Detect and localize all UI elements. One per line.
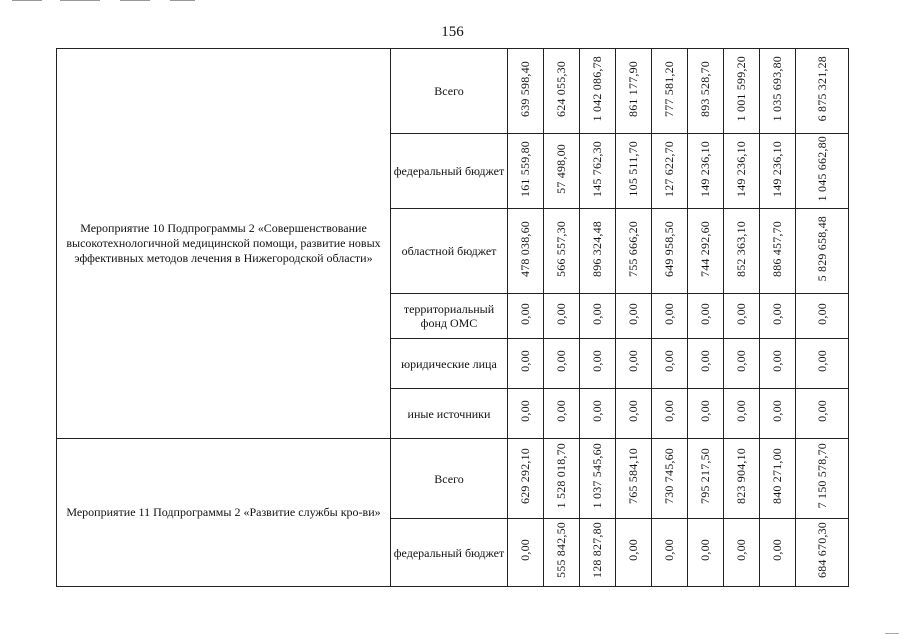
funding-source: федеральный бюджет <box>391 134 508 209</box>
value-text: 0,00 <box>698 350 712 372</box>
value-text: 0,00 <box>518 350 532 372</box>
value-cell <box>616 134 652 209</box>
value-text: 0,00 <box>662 302 676 325</box>
value-text: 6 875 321,28 <box>814 55 829 122</box>
value-text: 896 324,48 <box>590 220 604 277</box>
value-cell <box>580 439 616 519</box>
value-text: 161 559,80 <box>518 140 532 197</box>
value-cell <box>760 389 796 439</box>
value-cell <box>580 209 616 294</box>
value-text: 1 001 599,20 <box>734 55 748 122</box>
funding-source: территориальный фонд ОМС <box>391 294 508 339</box>
value-cell <box>544 294 580 339</box>
scan-artifact <box>170 0 195 1</box>
value-cell <box>508 49 544 134</box>
value-cell <box>616 519 652 587</box>
measure-title: Мероприятие 10 Подпрограммы 2 «Совершенствование высокотехнологичной медицинской помощи, развитие новых эффективных методов лечения в Нижегородской области» <box>57 49 391 439</box>
value-text: 7 150 578,70 <box>814 443 829 509</box>
value-text: 128 827,80 <box>590 522 604 578</box>
value-cell <box>544 134 580 209</box>
value-text: 649 958,50 <box>662 220 676 277</box>
value-cell <box>616 49 652 134</box>
value-cell <box>652 519 688 587</box>
value-cell <box>760 439 796 519</box>
value-cell <box>724 519 760 587</box>
value-text: 795 217,50 <box>698 448 712 504</box>
value-cell <box>688 519 724 587</box>
value-text: 840 271,00 <box>770 448 784 504</box>
value-cell <box>616 294 652 339</box>
value-cell <box>796 439 849 519</box>
value-cell <box>580 294 616 339</box>
value-text: 1 045 662,80 <box>814 135 829 202</box>
value-cell <box>688 209 724 294</box>
budget-table <box>56 48 849 587</box>
value-text: 744 292,60 <box>698 220 712 277</box>
value-text: 0,00 <box>590 302 604 325</box>
value-cell <box>616 209 652 294</box>
value-cell <box>724 294 760 339</box>
value-cell <box>688 294 724 339</box>
value-cell <box>688 439 724 519</box>
value-cell <box>508 209 544 294</box>
value-cell <box>796 339 849 389</box>
value-cell <box>724 389 760 439</box>
value-cell <box>760 339 796 389</box>
value-text: 0,00 <box>770 400 784 422</box>
value-text: 0,00 <box>518 400 532 422</box>
funding-source: федеральный бюджет <box>391 519 508 587</box>
value-cell <box>724 49 760 134</box>
funding-source: Всего <box>391 49 508 134</box>
value-cell <box>652 389 688 439</box>
value-text: 57 498,00 <box>554 143 568 194</box>
value-text: 1 528 018,70 <box>554 443 568 509</box>
value-text: 145 762,30 <box>590 140 604 197</box>
value-cell <box>724 439 760 519</box>
value-text: 861 177,90 <box>626 60 640 117</box>
value-cell <box>544 49 580 134</box>
funding-source: иные источники <box>391 389 508 439</box>
value-text: 0,00 <box>814 400 829 422</box>
value-cell <box>724 134 760 209</box>
value-cell <box>544 209 580 294</box>
value-cell <box>544 519 580 587</box>
value-cell <box>760 49 796 134</box>
value-cell <box>508 439 544 519</box>
value-text: 0,00 <box>814 350 829 372</box>
value-cell <box>688 134 724 209</box>
funding-source: областной бюджет <box>391 209 508 294</box>
value-text: 684 670,30 <box>814 522 829 578</box>
value-cell <box>796 49 849 134</box>
value-cell <box>508 134 544 209</box>
value-cell <box>796 519 849 587</box>
value-cell <box>544 389 580 439</box>
scan-artifact <box>885 633 899 634</box>
value-cell <box>544 439 580 519</box>
value-cell <box>652 294 688 339</box>
value-text: 478 038,60 <box>518 220 532 277</box>
value-cell <box>508 339 544 389</box>
value-text: 823 904,10 <box>734 448 748 504</box>
value-text: 0,00 <box>590 350 604 372</box>
value-text: 149 236,10 <box>770 140 784 197</box>
value-text: 0,00 <box>814 302 829 325</box>
page-number: 156 <box>441 24 464 40</box>
value-text: 105 511,70 <box>626 140 640 197</box>
scan-artifact <box>120 0 150 1</box>
value-cell <box>580 134 616 209</box>
value-text: 0,00 <box>554 350 568 372</box>
funding-source: Всего <box>391 439 508 519</box>
value-cell <box>652 339 688 389</box>
value-text: 639 598,40 <box>518 60 532 117</box>
value-text: 765 584,10 <box>626 448 640 504</box>
scan-artifact <box>60 0 100 1</box>
value-cell <box>616 339 652 389</box>
value-text: 624 055,30 <box>554 60 568 117</box>
value-text: 730 745,60 <box>662 448 676 504</box>
value-cell <box>652 49 688 134</box>
value-cell <box>652 134 688 209</box>
value-cell <box>760 134 796 209</box>
value-text: 1 042 086,78 <box>590 55 604 122</box>
value-text: 0,00 <box>518 302 532 325</box>
value-text: 0,00 <box>698 539 712 561</box>
value-text: 1 037 545,60 <box>590 443 604 509</box>
value-text: 0,00 <box>734 400 748 422</box>
value-text: 893 528,70 <box>698 60 712 117</box>
funding-source: юридические лица <box>391 339 508 389</box>
value-cell <box>796 389 849 439</box>
value-text: 0,00 <box>662 400 676 422</box>
value-cell <box>580 339 616 389</box>
value-text: 0,00 <box>554 302 568 325</box>
value-text: 5 829 658,48 <box>814 215 829 282</box>
value-text: 0,00 <box>626 350 640 372</box>
value-cell <box>760 519 796 587</box>
value-cell <box>760 209 796 294</box>
value-cell <box>724 339 760 389</box>
value-cell <box>760 294 796 339</box>
value-cell <box>616 439 652 519</box>
value-text: 0,00 <box>662 539 676 561</box>
value-text: 0,00 <box>662 350 676 372</box>
value-text: 0,00 <box>734 539 748 561</box>
value-text: 149 236,10 <box>698 140 712 197</box>
value-text: 852 363,10 <box>734 220 748 277</box>
value-text: 0,00 <box>554 400 568 422</box>
value-cell <box>508 294 544 339</box>
value-text: 0,00 <box>734 302 748 325</box>
value-cell <box>652 439 688 519</box>
measure-title: Мероприятие 11 Подпрограммы 2 «Развитие службы кро-ви» <box>57 439 391 587</box>
value-cell <box>724 209 760 294</box>
value-text: 777 581,20 <box>662 60 676 117</box>
value-text: 127 622,70 <box>662 140 676 197</box>
value-cell <box>580 49 616 134</box>
value-cell <box>688 49 724 134</box>
value-text: 0,00 <box>770 350 784 372</box>
value-text: 0,00 <box>770 539 784 561</box>
value-text: 0,00 <box>626 539 640 561</box>
value-text: 0,00 <box>770 302 784 325</box>
value-text: 0,00 <box>734 350 748 372</box>
table-row <box>57 49 849 134</box>
value-text: 0,00 <box>590 400 604 422</box>
value-cell <box>616 389 652 439</box>
scan-artifact <box>12 0 42 1</box>
value-text: 1 035 693,80 <box>770 55 784 122</box>
value-cell <box>796 134 849 209</box>
value-text: 566 557,30 <box>554 220 568 277</box>
value-text: 629 292,10 <box>518 448 532 504</box>
value-cell <box>508 389 544 439</box>
value-cell <box>580 389 616 439</box>
value-text: 149 236,10 <box>734 140 748 197</box>
value-text: 0,00 <box>698 302 712 325</box>
table-row <box>57 439 849 519</box>
value-cell <box>796 294 849 339</box>
value-cell <box>688 339 724 389</box>
value-text: 0,00 <box>698 400 712 422</box>
value-text: 0,00 <box>518 539 532 561</box>
value-cell <box>688 389 724 439</box>
value-text: 755 666,20 <box>626 220 640 277</box>
value-text: 0,00 <box>626 302 640 325</box>
value-cell <box>508 519 544 587</box>
value-text: 886 457,70 <box>770 220 784 277</box>
value-text: 0,00 <box>626 400 640 422</box>
value-cell <box>652 209 688 294</box>
value-cell <box>796 209 849 294</box>
value-cell <box>580 519 616 587</box>
value-text: 555 842,50 <box>554 522 568 578</box>
value-cell <box>544 339 580 389</box>
